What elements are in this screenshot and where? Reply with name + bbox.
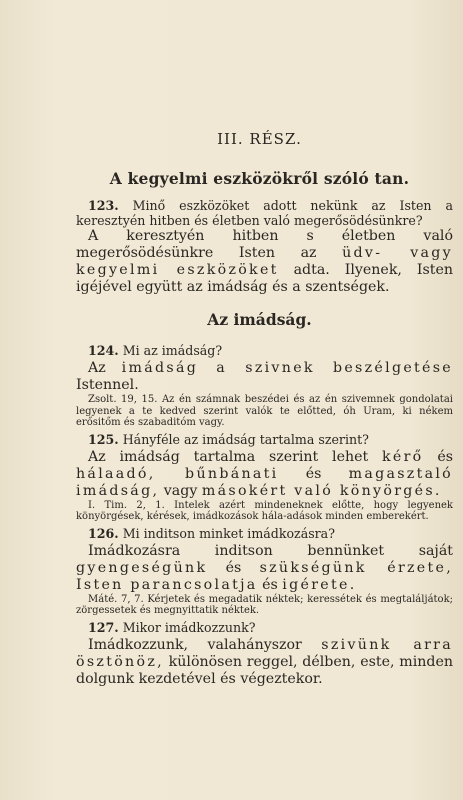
answer-text: Az xyxy=(88,360,106,376)
answer-123 xyxy=(76,228,453,296)
question-text: Hányféle az imádság tartalma szerint? xyxy=(122,431,369,447)
answer-text: és xyxy=(262,576,278,593)
question-127 xyxy=(76,620,453,635)
answer-text: vagy xyxy=(163,482,198,499)
answer-emphasis: gyengeségünk xyxy=(76,559,208,576)
answer-text: Imádkozásra inditson bennünket saját xyxy=(88,542,453,559)
scripture-note-125: I. Tim. 2, 1. Intelek azért mindeneknek előtte, hogy legyenek könyörgések, kérések, imádkozások hála-adások minden emberekért. xyxy=(76,499,453,522)
answer-text: és xyxy=(437,448,453,465)
answer-emphasis: kérő xyxy=(382,448,424,465)
question-text: Minő eszközöket adott nekünk az Isten a keresztyén hitben és életben való megerősödésünkre? xyxy=(76,198,453,228)
question-126 xyxy=(76,526,453,541)
question-number: 127. xyxy=(88,619,119,635)
answer-emphasis: másokért való könyörgés. xyxy=(201,482,442,499)
answer-text: és xyxy=(225,559,242,576)
section-title: A kegyelmi eszközökről szóló tan. xyxy=(109,169,410,188)
answer-text: Istennel. xyxy=(76,377,139,393)
question-number: 124. xyxy=(88,343,119,358)
answer-text: A keresztyén hitben s életben való megerősödésünkre Isten az xyxy=(76,228,453,261)
answer-text: adta. Ilyenek, Isten igéjével együtt az imádság és a szentségek. xyxy=(76,262,453,295)
scripture-note-126: Máté. 7, 7. Kérjetek és megadatik néktek; keressétek és megtaláljátok; zörgessetek és megnyittatik néktek. xyxy=(76,593,453,616)
question-number: 126. xyxy=(88,525,119,541)
answer-125 xyxy=(76,449,453,500)
answer-126 xyxy=(76,543,453,594)
answer-emphasis: üdv- vagy kegyelmi eszközöket xyxy=(76,245,453,278)
question-number: 123. xyxy=(88,198,119,213)
answer-emphasis: igérete. xyxy=(282,576,357,593)
answer-text: Az imádság tartalma szerint lehet xyxy=(88,448,369,465)
subsection-title: Az imádság. xyxy=(207,310,312,329)
question-text: Mi inditson minket imádkozásra? xyxy=(122,525,335,541)
part-title: III. RÉSZ. xyxy=(217,130,302,148)
answer-emphasis: imádság a szivnek beszélgetése xyxy=(121,360,453,376)
answer-emphasis: imádság, xyxy=(76,482,160,499)
answer-text: és xyxy=(305,465,322,482)
answer-emphasis: szivünk arra ösztönöz, xyxy=(76,636,453,670)
question-text: Mi az imádság? xyxy=(122,343,223,358)
question-123 xyxy=(76,198,453,228)
answer-127 xyxy=(76,637,453,688)
question-125 xyxy=(76,432,453,447)
answer-emphasis: hálaadó, bűnbánati xyxy=(76,465,279,482)
question-124 xyxy=(76,343,453,358)
answer-text: Imádkozzunk, valahányszor xyxy=(88,636,302,653)
scripture-note-124: Zsolt. 19, 15. Az én számnak beszédei és az én szivemnek gondolatai legyenek a te kedved szerint valók te előtted, óh Uram, ki nékem erősitőm és szabaditóm vagy. xyxy=(76,394,453,428)
answer-text: különösen reggel, délben, este, minden dolgunk kezdetével és végeztekor. xyxy=(76,653,453,687)
answer-124 xyxy=(76,360,453,394)
question-number: 125. xyxy=(88,431,119,447)
question-text: Mikor imádkozzunk? xyxy=(122,619,256,635)
answer-emphasis: szükségünk érzete, Isten parancsolatja xyxy=(76,559,453,593)
answer-emphasis: magasztaló xyxy=(348,465,454,482)
